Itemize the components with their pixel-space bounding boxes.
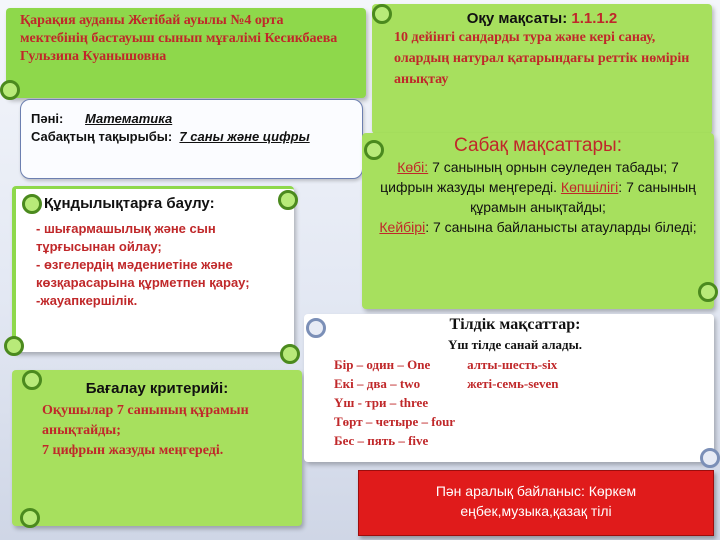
values-line: -жауапкершілік.	[36, 293, 138, 308]
scroll-curl-icon	[364, 140, 384, 160]
some-text: 7 санына байланысты атауларды біледі;	[432, 219, 697, 235]
table-cell: Бір – один – One	[334, 357, 431, 372]
table-row	[334, 375, 571, 394]
criteria-line: 7 цифрын жазуды меңгереді.	[42, 443, 224, 458]
assessment-criteria-card	[12, 370, 302, 526]
learning-goal-text: 10 дейінгі сандарды тура және кері санау, олардың натурал қатарындағы реттік нөмірін анықтау	[394, 30, 690, 87]
most-text: 7 санының құрамын анықтайды;	[470, 179, 696, 215]
table-cell: жеті-семь-seven	[467, 376, 559, 391]
values-card	[12, 186, 294, 352]
interdisciplinary-banner	[358, 470, 714, 536]
table-cell: Екі – два – two	[334, 376, 421, 391]
table-cell	[467, 413, 570, 432]
subject-value: Математика	[85, 111, 173, 126]
values-list	[36, 220, 274, 310]
language-objectives-subtitle: Үш тілде санай алады.	[447, 337, 583, 352]
learning-goal-code: 1.1.1.2	[571, 10, 618, 27]
table-row	[334, 394, 571, 413]
criteria-title: Бағалау критерийі:	[85, 380, 229, 397]
scroll-curl-icon	[700, 448, 720, 468]
table-cell: алты-шесть-six	[467, 357, 558, 372]
table-row	[334, 432, 571, 451]
table-cell	[467, 394, 570, 413]
subject-topic-box	[20, 99, 363, 179]
interdisciplinary-text: Пән аралық байланыс: Көркем еңбек,музыка,қазақ тілі	[435, 483, 637, 519]
table-cell: Үш - три – three	[334, 395, 429, 410]
language-objectives-title: Тілдік мақсаттар:	[449, 316, 581, 333]
lesson-objectives-body: Көбі: 7 санының орнын сәуледен табады; 7 цифрын жазуды меңгереді. Көпшілігі: 7 санының құрамын анықтайды; Кейбірі: 7 санына байланысты атауларды біледі;	[379, 159, 697, 235]
scroll-curl-icon	[22, 370, 42, 390]
language-objectives-card	[304, 314, 714, 462]
criteria-line: Оқушылар 7 санының құрамын анықтайды;	[42, 403, 249, 438]
learning-goal-title: Оқу мақсаты:	[466, 10, 568, 27]
table-cell	[467, 432, 570, 451]
table-cell: Төрт – четыре – four	[334, 414, 456, 429]
topic-label: Сабақтың тақырыбы:	[31, 129, 173, 144]
scroll-curl-icon	[698, 282, 718, 302]
numbers-table	[334, 356, 571, 451]
subject-row	[31, 110, 352, 128]
some-label: Кейбірі	[379, 219, 426, 235]
topic-value: 7 саны және цифры	[179, 129, 310, 144]
values-line: - шығармашылық және сын тұрғысынан ойлау;	[36, 221, 216, 254]
scroll-curl-icon	[20, 508, 40, 528]
scroll-curl-icon	[0, 80, 20, 100]
table-row	[334, 356, 571, 375]
scroll-curl-icon	[372, 4, 392, 24]
learning-goal-heading	[394, 10, 690, 27]
scroll-curl-icon	[280, 344, 300, 364]
all-text: 7 санының орнын сәуледен табады; 7 цифрын жазуды меңгереді.	[380, 159, 679, 195]
subject-label: Пәні:	[31, 111, 64, 126]
teacher-info-banner	[6, 8, 366, 98]
table-row	[334, 413, 571, 432]
scroll-curl-icon	[22, 194, 42, 214]
scroll-curl-icon	[278, 190, 298, 210]
lesson-objectives-card	[362, 133, 714, 309]
values-line: - өзгелердің мәдениетіне және көзқарасарына құрметпен қарау;	[36, 257, 250, 290]
values-title: Құндылықтарға баулу:	[44, 195, 215, 212]
table-cell: Бес – пять – five	[334, 433, 429, 448]
all-label: Көбі:	[397, 159, 429, 175]
teacher-info-text: Қарақия ауданы Жетібай ауылы №4 орта мектебінің бастауыш сынып мұғалімі Кесикбаева Гульзипа Куанышовна	[20, 13, 338, 64]
topic-row	[31, 128, 352, 146]
most-label: Көпшілігі	[560, 179, 619, 195]
scroll-curl-icon	[4, 336, 24, 356]
lesson-objectives-title: Сабақ мақсаттары:	[454, 135, 622, 156]
scroll-curl-icon	[306, 318, 326, 338]
learning-goal-card	[372, 4, 712, 134]
criteria-list	[42, 401, 272, 461]
